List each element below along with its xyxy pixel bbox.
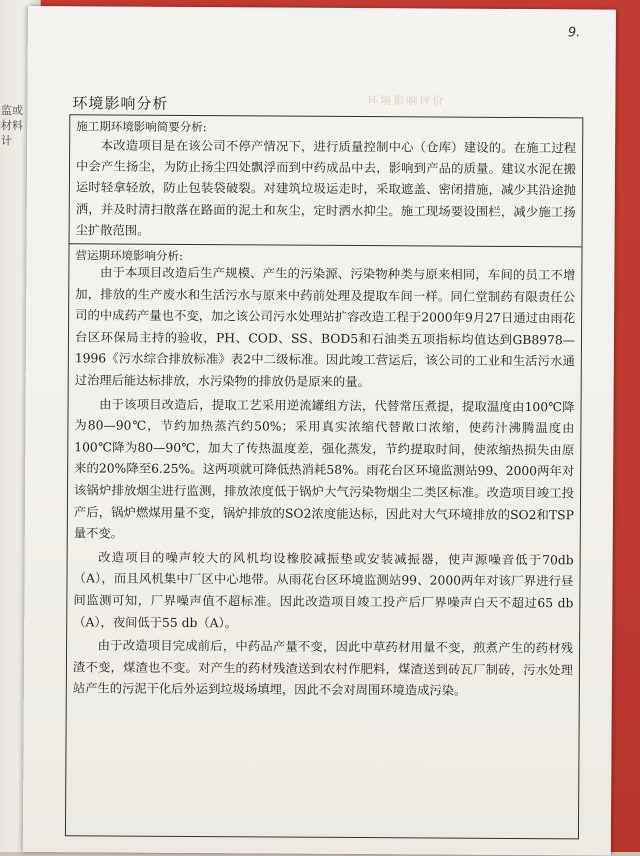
construction-paragraph: 本改造项目是在该公司不停产情况下，进行质量控制中心（仓库）建设的。在施工过程中会产生扬尘，为防止扬尘四处飘浮而到中药成品中去，影响到产品的质量。建议水泥在搬运时轻拿轻放，防止包装袋破裂。对建筑垃圾运走时，采取遮盖、密闭措施，减少其沿途抛洒，并及时清扫散落在路面的泥土和灰尘，定时洒水抑尘。施工现场要设围栏，减少施工扬尘扩散范围。: [75, 138, 577, 238]
construction-title: 施工期环境影响简要分析:: [76, 119, 207, 135]
operation-section: [66, 244, 582, 837]
page-number: 9.: [567, 25, 581, 41]
analysis-table: [65, 114, 583, 839]
operation-title: 营运期环境影响分析:: [75, 248, 183, 263]
construction-section: [70, 115, 583, 247]
construction-body: [76, 135, 577, 244]
bleed-through-heading: 环境影响评价: [367, 94, 446, 108]
noise-paragraph: 改造项目的噪声较大的风机均设橡胶减振垫或安装减振器，使声源噪音低于70db（A），而且风机集中厂区中心地带。从雨花台区环境监测站99、2000两年对该厂界进行昼间监测可知，厂界噪声值不超标准。因此改造项目竣工投产后厂界噪声白天不超过65 db（A），夜间低于55 db（A）。: [73, 550, 574, 630]
air-paragraph: 由于该项目改造后，提取工艺采用逆流罐组方法，代替常压煮提，提取温度由100℃降为80—90℃，节约加热蒸汽约50%；采用真实浓缩代替敞口浓缩，使药汁沸腾温度由100℃降为80—90℃，加大了传热温度差，强化蒸发，节约提取时间，使浓缩热损失由原来的20%降至6.25%。这两项就可降低热消耗58%。雨花台区环境监测站99、2000两年对该锅炉排放烟尘进行监测，排放浓度低于锅炉大气污染物烟尘二类区标准。改造项目竣工投产后，锅炉燃煤用量不变，锅炉排放的SO2浓度能达标，因此对大气环境排放的SO2和TSP量不变。: [73, 397, 575, 541]
section-heading: 环境影响分析: [72, 94, 169, 113]
water-paragraph: 由于本项目改造后生产规模、产生的污染源、污染物种类与原来相同，车间的员工不增加，排放的生产废水和生活污水与原来中药前处理及提取车间一样。同仁堂制药有限责任公司的中成药产量也不变，加之该公司污水处理站扩容改造工程于2000年9月27日通过由雨花台区环保局主持的验收，PH、COD、SS、BOD5和石油类五项指标均值达到GB8978—1996《污水综合排放标准》表2中二级标准。因此竣工营运后，该公司的工业和生活污水通过治理后能达标排放，水污染物的排放仍是原来的量。: [74, 265, 576, 390]
adjacent-page-text: 监或 材料 计: [1, 104, 23, 147]
solid-waste-paragraph: 由于改造项目完成前后，中药品产量不变，因此中草药材用量不变，煎煮产生的药材残渣不变，煤渣也不变。对产生的药材残渣送到农村作肥料，煤渣送到砖瓦厂制砖，污水处理站产生的污泥干化后外运到垃圾场填埋，因此不会对周围环境造成污染。: [72, 638, 574, 698]
operation-body: [73, 262, 576, 705]
document-page: [23, 6, 616, 856]
